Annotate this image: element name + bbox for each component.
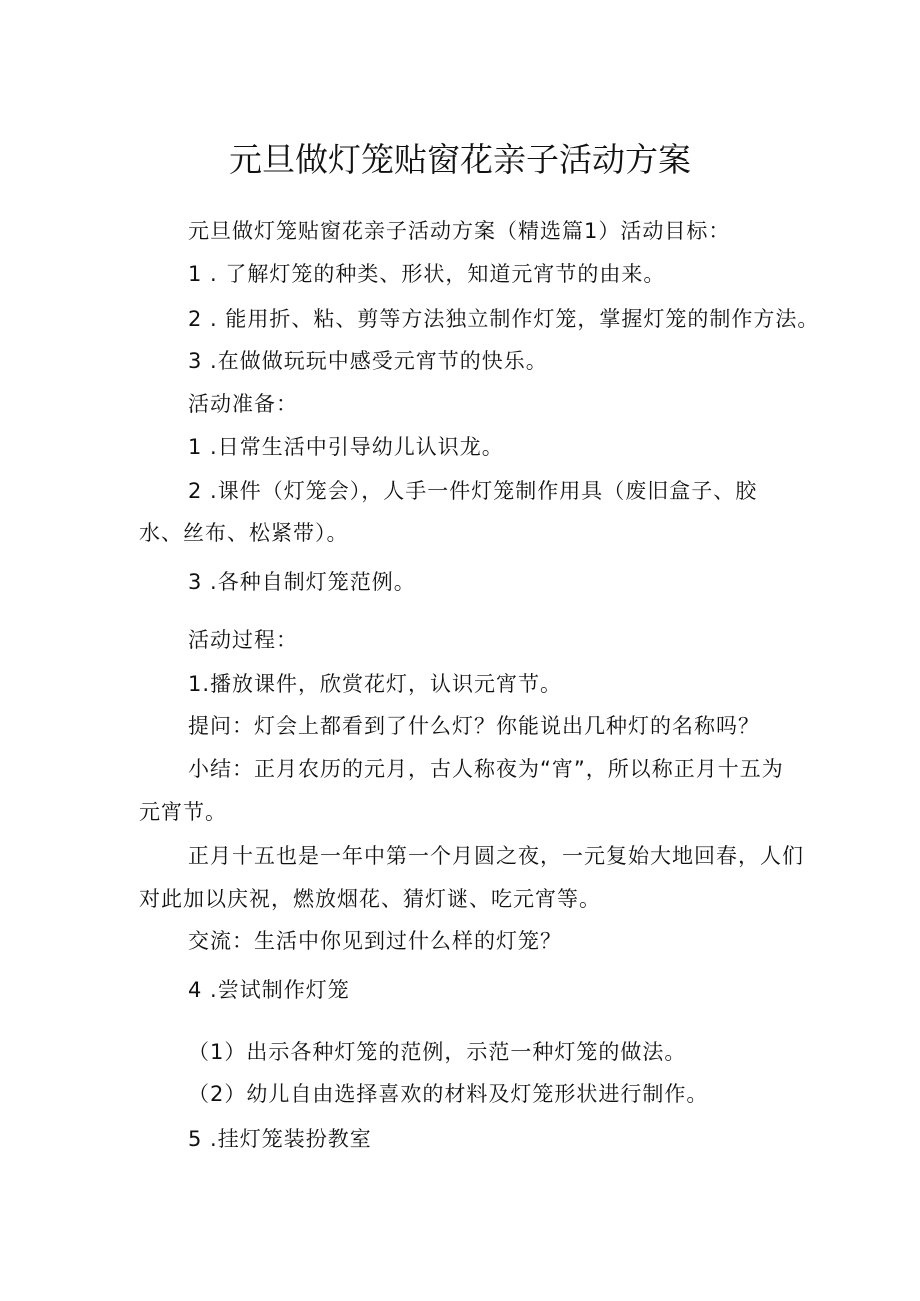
process-step-1: 1.播放课件，欣赏花灯，认识元宵节。 [188,672,563,696]
substep-2: （2）幼儿自由选择喜欢的材料及灯笼形状进行制作。 [188,1082,709,1106]
document-title: 元旦做灯笼贴窗花亲子活动方案 [229,140,691,180]
goal-item-3: 3 .在做做玩玩中感受元宵节的快乐。 [188,349,548,373]
process-step-5: 5 .挂灯笼装扮教室 [188,1127,372,1151]
paragraph-line-continued: 对此加以庆祝，燃放烟花、猜灯谜、吃元宵等。 [139,887,601,911]
question-line: 提问：灯会上都看到了什么灯？你能说出几种灯的名称吗？ [188,714,760,738]
goal-item-1: 1 . 了解灯笼的种类、形状，知道元宵节的由来。 [188,262,666,286]
intro-line: 元旦做灯笼贴窗花亲子活动方案（精选篇1）活动目标： [188,219,731,243]
summary-line: 小结：正月农历的元月，古人称夜为“宵”，所以称正月十五为 [188,757,784,781]
preparation-item-2: 2 .课件（灯笼会），人手一件灯笼制作用具（废旧盒子、胶 [188,479,758,503]
substep-1: （1）出示各种灯笼的范例，示范一种灯笼的做法。 [188,1040,687,1064]
preparation-item-3: 3 .各种自制灯笼范例。 [188,570,416,594]
exchange-line: 交流：生活中你见到过什么样的灯笼？ [188,929,562,953]
preparation-item-2-continued: 水、丝布、松紧带）。 [139,521,349,545]
summary-line-continued: 元宵节。 [139,800,227,824]
paragraph-line: 正月十五也是一年中第一个月圆之夜，一元复始大地回春，人们 [188,844,804,868]
section-heading-process: 活动过程： [188,628,298,652]
section-heading-preparation: 活动准备： [188,392,298,416]
goal-item-2: 2 . 能用折、粘、剪等方法独立制作灯笼，掌握灯笼的制作方法。 [188,307,820,331]
process-step-4: 4 .尝试制作灯笼 [188,978,350,1002]
preparation-item-1: 1 .日常生活中引导幼儿认识龙。 [188,435,504,459]
